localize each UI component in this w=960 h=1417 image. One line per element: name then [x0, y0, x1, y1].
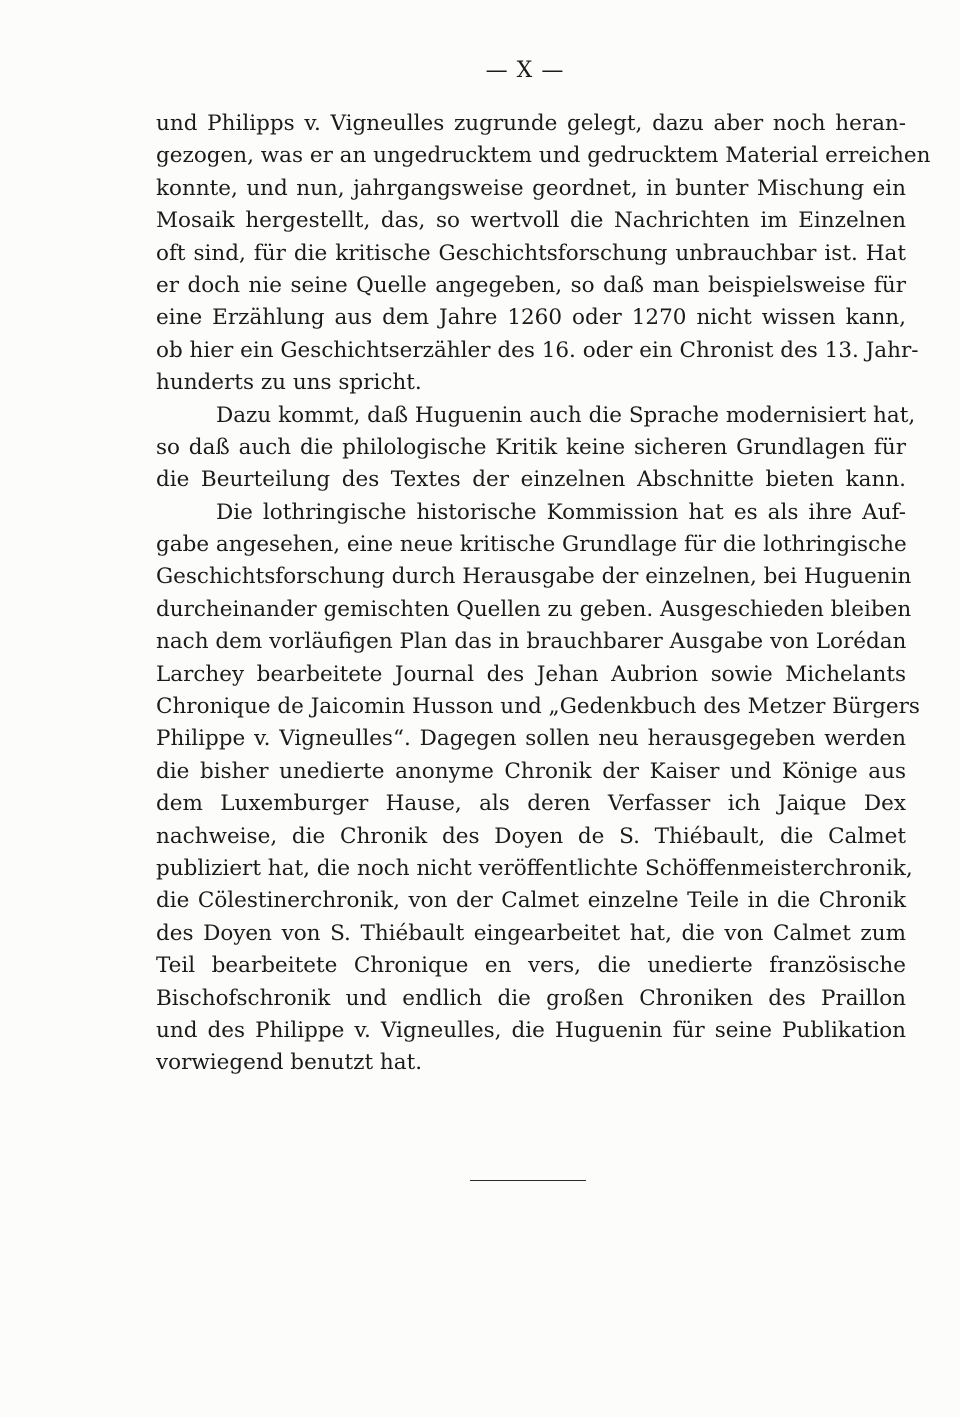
text-line: dem Luxemburger Hause, als deren Verfasser ich Jaique Dex	[156, 791, 906, 817]
text-line: oft sind, für die kritische Geschichtsforschung unbrauchbar ist. Hat	[156, 240, 906, 266]
text-line: Die lothringische historische Kommission hat es als ihre Auf-	[216, 499, 906, 525]
text-line: Bischofschronik und endlich die großen Chroniken des Praillon	[156, 985, 906, 1011]
text-line: und Philipps v. Vigneulles zugrunde gelegt, dazu aber noch heran-	[156, 111, 906, 136]
page-number: — X —	[485, 58, 565, 83]
text-line: nach dem vorläufigen Plan das in brauchbarer Ausgabe von Lorédan	[156, 629, 907, 655]
text-line: Philippe v. Vigneulles“. Dagegen sollen neu herausgegeben werden	[156, 726, 906, 752]
text-line: publiziert hat, die noch nicht veröffentlichte Schöffenmeisterchronik,	[156, 855, 913, 881]
paragraph-2	[156, 400, 916, 497]
text-line: und des Philippe v. Vigneulles, die Huguenin für seine Publikation	[156, 1017, 906, 1043]
text-line: ob hier ein Geschichtserzähler des 16. oder ein Chronist des 13. Jahr-	[156, 337, 919, 363]
text-line: Geschichtsforschung durch Herausgabe der einzelnen, bei Huguenin	[156, 564, 912, 590]
text-line: Chronique de Jaicomin Husson und „Gedenkbuch des Metzer Bürgers	[156, 694, 920, 720]
text-line: eine Erzählung aus dem Jahre 1260 oder 1270 nicht wissen kann,	[156, 305, 906, 331]
paragraph-3	[156, 497, 920, 1080]
text-line: die Beurteilung des Textes der einzelnen Abschnitte bieten kann.	[156, 467, 906, 493]
paragraph-1	[156, 108, 931, 400]
text-line: des Doyen von S. Thiébault eingearbeitet hat, die von Calmet zum	[156, 920, 906, 946]
text-line: hunderts zu uns spricht.	[156, 370, 422, 396]
text-line: die Cölestinerchronik, von der Calmet einzelne Teile in die Chronik	[156, 888, 906, 914]
text-line: er doch nie seine Quelle angegeben, so daß man beispielsweise für	[156, 272, 906, 298]
text-line: konnte, und nun, jahrgangsweise geordnet, in bunter Mischung ein	[156, 175, 906, 201]
text-line: gezogen, was er an ungedrucktem und gedrucktem Material erreichen	[156, 143, 931, 169]
body-text	[156, 108, 931, 1080]
text-line: gabe angesehen, eine neue kritische Grundlage für die lothringische	[156, 532, 907, 558]
text-line: so daß auch die philologische Kritik keine sicheren Grundlagen für	[156, 434, 906, 460]
text-line: nachweise, die Chronik des Doyen de S. Thiébault, die Calmet	[156, 823, 906, 849]
text-line: vorwiegend benutzt hat.	[156, 1050, 423, 1076]
text-line: durcheinander gemischten Quellen zu geben. Ausgeschieden bleiben	[156, 596, 912, 622]
text-line: Teil bearbeitete Chronique en vers, die unedierte französische	[156, 953, 906, 979]
text-line: Mosaik hergestellt, das, so wertvoll die Nachrichten im Einzelnen	[156, 208, 906, 234]
end-rule	[470, 1180, 586, 1181]
text-line: Dazu kommt, daß Huguenin auch die Sprache modernisiert hat,	[216, 402, 916, 428]
text-line: Larchey bearbeitete Journal des Jehan Aubrion sowie Michelants	[156, 661, 906, 687]
text-line: die bisher unedierte anonyme Chronik der Kaiser und Könige aus	[156, 758, 906, 784]
